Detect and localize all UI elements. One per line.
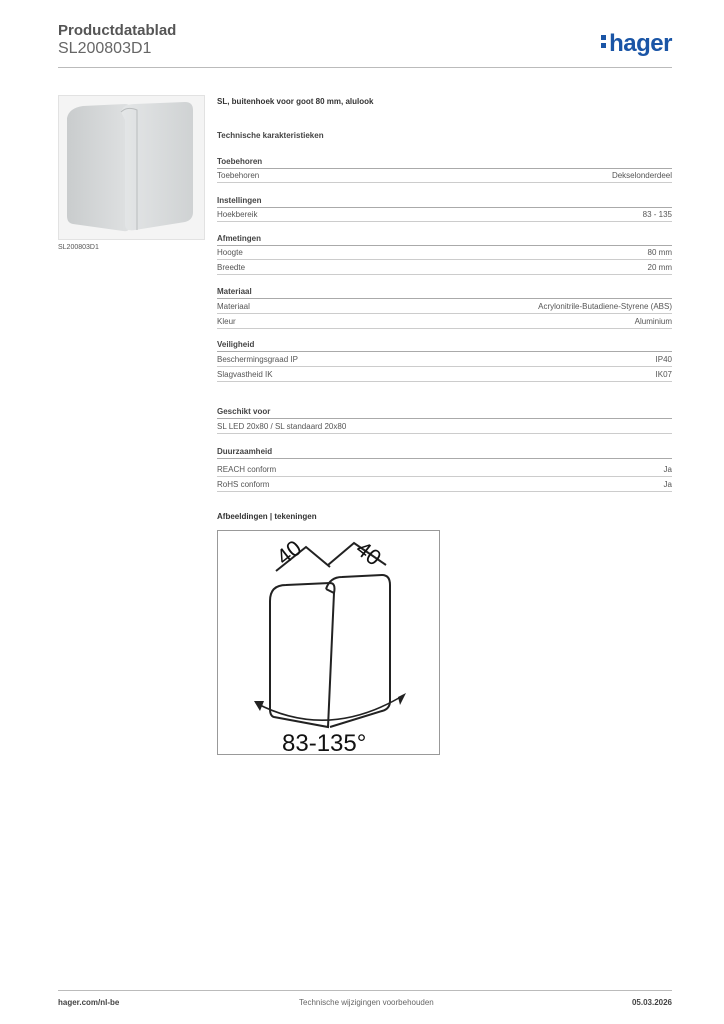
section-afmetingen: Afmetingen xyxy=(217,234,672,246)
document-title: Productdatablad xyxy=(58,22,177,39)
spec-row xyxy=(217,368,672,382)
spec-value: Ja xyxy=(663,480,672,489)
footer-divider xyxy=(58,990,672,991)
spec-row xyxy=(217,420,672,434)
spec-value: Acrylonitrile-Butadiene-Styrene (ABS) xyxy=(538,302,672,311)
spec-value: IK07 xyxy=(655,370,672,379)
logo-text: hager xyxy=(609,30,672,57)
spec-label: RoHS conform xyxy=(217,480,270,489)
dim-right-label: 40 xyxy=(351,535,387,571)
spec-value: Dekselonderdeel xyxy=(611,171,672,180)
spec-label: Slagvastheid IK xyxy=(217,370,273,379)
corner-piece-photo-icon xyxy=(59,96,204,239)
spec-label: Toebehoren xyxy=(217,171,260,180)
photo-caption: SL200803D1 xyxy=(58,244,99,251)
product-code: SL200803D1 xyxy=(58,40,152,57)
spec-row xyxy=(217,169,672,183)
spec-label: Hoogte xyxy=(217,248,243,257)
spec-label: Beschermingsgraad IP xyxy=(217,355,298,364)
spec-label: Hoekbereik xyxy=(217,210,258,219)
spec-value: 20 mm xyxy=(647,263,672,272)
section-geschikt-voor: Geschikt voor xyxy=(217,407,672,419)
spec-label: Breedte xyxy=(217,263,246,272)
section-duurzaamheid: Duurzaamheid xyxy=(217,447,672,459)
section-instellingen: Instellingen xyxy=(217,196,672,208)
spec-row xyxy=(217,246,672,260)
footer-website[interactable]: hager.com/nl-be xyxy=(58,998,120,1007)
section-afbeeldingen: Afbeeldingen | tekeningen xyxy=(217,512,317,521)
footer-date: 05.03.2026 xyxy=(631,998,672,1007)
dim-left-label: 40 xyxy=(271,535,307,570)
spec-value: Ja xyxy=(663,465,672,474)
spec-label: REACH conform xyxy=(217,465,277,474)
spec-row xyxy=(217,353,672,367)
spec-value: 83 - 135 xyxy=(642,210,672,219)
product-subtitle: SL, buitenhoek voor goot 80 mm, alulook xyxy=(217,97,374,106)
product-photo xyxy=(58,95,205,240)
spec-row xyxy=(217,208,672,222)
angle-label: 83-135° xyxy=(282,730,367,754)
spec-label: SL LED 20x80 / SL standaard 20x80 xyxy=(217,422,347,431)
spec-row xyxy=(217,478,672,492)
spec-label: Materiaal xyxy=(217,302,250,311)
technical-heading: Technische karakteristieken xyxy=(217,131,324,140)
spec-value: IP40 xyxy=(655,355,672,364)
spec-row xyxy=(217,463,672,477)
spec-row xyxy=(217,261,672,275)
spec-value: Aluminium xyxy=(634,317,672,326)
section-materiaal: Materiaal xyxy=(217,287,672,299)
section-toebehoren: Toebehoren xyxy=(217,157,672,169)
spec-row xyxy=(217,315,672,329)
corner-dimension-drawing-icon xyxy=(218,531,439,754)
footer-disclaimer: Technische wijzigingen voorbehouden xyxy=(299,998,434,1007)
spec-row xyxy=(217,300,672,314)
logo-colon-icon xyxy=(601,32,607,51)
hager-logo[interactable] xyxy=(601,30,672,58)
spec-value: 80 mm xyxy=(647,248,672,257)
header-divider xyxy=(58,67,672,68)
technical-drawing xyxy=(217,530,440,755)
spec-label: Kleur xyxy=(217,317,236,326)
section-veiligheid: Veiligheid xyxy=(217,340,672,352)
